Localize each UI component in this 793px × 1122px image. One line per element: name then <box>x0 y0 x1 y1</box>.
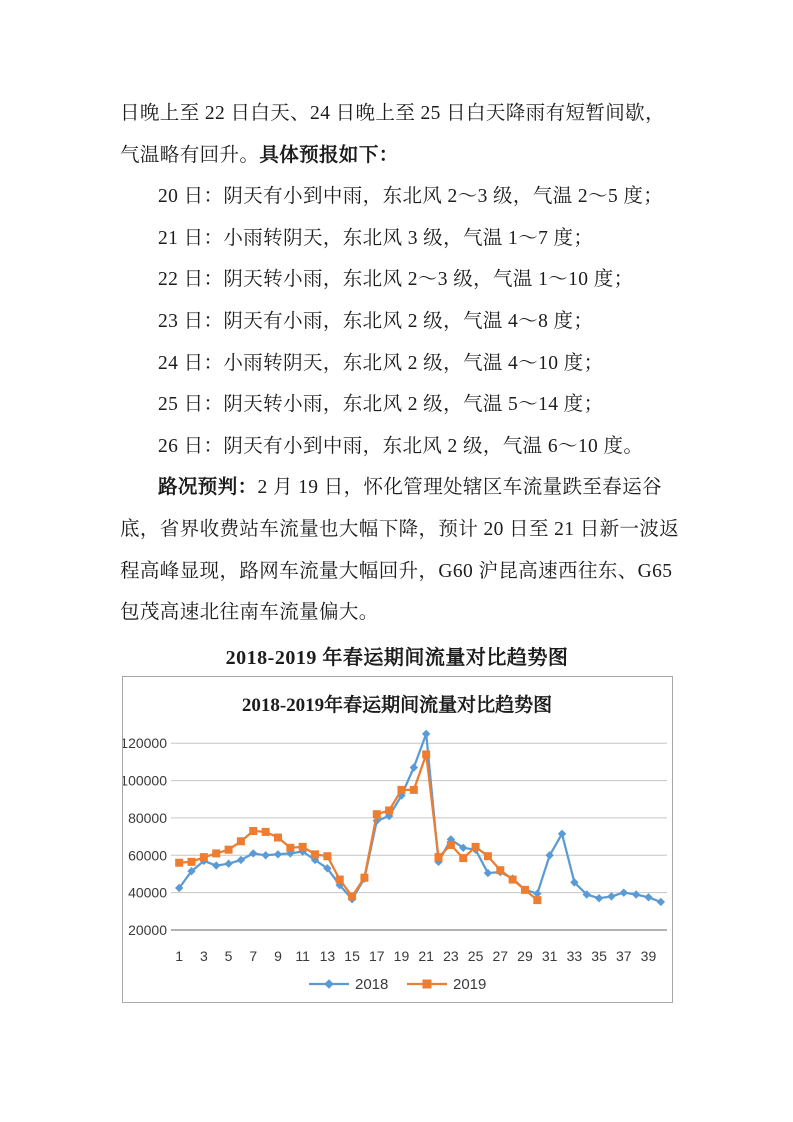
road-forecast-line <box>120 467 674 509</box>
data-point-marker <box>484 869 492 877</box>
legend-label: 2019 <box>453 976 487 993</box>
forecast-line: 21 日：小雨转阴天，东北风 3 级，气温 1～7 度； <box>158 227 594 249</box>
forecast-line: 24 日：小雨转阴天，东北风 2 级，气温 4～10 度； <box>158 352 604 374</box>
data-point-marker <box>385 806 393 814</box>
y-axis-tick-label: 100000 <box>123 772 167 789</box>
forecast-line: 26 日：阴天有小到中雨，东北风 2 级，气温 6～10 度。 <box>158 435 644 457</box>
data-point-marker <box>632 890 640 898</box>
series-2019 <box>175 750 541 904</box>
data-point-marker <box>225 846 233 854</box>
body-text: 气温略有回升。 <box>120 144 260 166</box>
data-point-marker <box>224 859 232 867</box>
road-forecast-line: 程高峰显现，路网车流量大幅回升，G60 沪昆高速西往东、G65 <box>120 560 673 582</box>
data-point-marker <box>435 853 443 861</box>
data-point-marker <box>348 892 356 900</box>
chart-legend <box>309 976 486 993</box>
data-point-marker <box>261 851 269 859</box>
data-point-marker <box>533 896 541 904</box>
data-point-marker <box>472 843 480 851</box>
data-point-marker <box>274 850 282 858</box>
traffic-trend-chart <box>123 677 672 1002</box>
forecast-line: 25 日：阴天转小雨，东北风 2 级，气温 5～14 度； <box>158 394 604 416</box>
data-point-marker <box>459 854 467 862</box>
data-point-marker <box>607 892 615 900</box>
forecast-line: 20 日：阴天有小到中雨，东北风 2～3 级，气温 2～5 度； <box>158 186 664 208</box>
y-axis-tick-label: 120000 <box>123 735 167 752</box>
x-axis-tick-label: 21 <box>418 948 434 964</box>
data-point-marker <box>410 763 418 771</box>
data-point-marker <box>496 866 504 874</box>
data-point-marker <box>397 786 405 794</box>
data-point-marker <box>644 893 652 901</box>
data-point-marker <box>620 888 628 896</box>
data-point-marker <box>249 827 257 835</box>
x-axis-tick-label: 23 <box>443 948 459 964</box>
data-point-marker <box>274 834 282 842</box>
data-point-marker <box>299 843 307 851</box>
x-axis-tick-label: 37 <box>615 948 632 964</box>
data-point-marker <box>311 850 319 858</box>
data-point-marker <box>509 876 517 884</box>
y-axis-labels <box>123 735 167 938</box>
forecast-line: 23 日：阴天有小雨，东北风 2 级，气温 4～8 度； <box>158 310 594 332</box>
x-axis-tick-label: 5 <box>224 948 233 964</box>
x-axis-tick-label: 7 <box>249 948 258 964</box>
x-axis-tick-label: 31 <box>541 948 558 964</box>
x-axis-tick-label: 35 <box>591 948 607 964</box>
series-line-2019 <box>179 754 537 900</box>
forecast-line: 22 日：阴天转小雨，东北风 2～3 级，气温 1～10 度； <box>158 269 634 291</box>
y-axis-tick-label: 60000 <box>128 847 167 864</box>
x-axis-tick-label: 3 <box>199 948 208 964</box>
body-text: 2 月 19 日，怀化管理处辖区车流量跌至春运谷 <box>257 477 662 499</box>
data-point-marker <box>286 844 294 852</box>
data-point-marker <box>323 852 331 860</box>
data-point-marker <box>237 856 245 864</box>
body-line <box>120 135 674 177</box>
x-axis-tick-label: 39 <box>640 948 657 964</box>
x-axis-tick-label: 27 <box>492 948 509 964</box>
road-forecast-line: 包茂高速北往南车流量偏大。 <box>120 602 379 624</box>
body-text: 日晚上至 22 日白天、24 日晚上至 25 日白天降雨有短暂间歇， <box>120 103 665 124</box>
legend-label: 2018 <box>355 976 389 993</box>
x-axis-labels <box>175 948 656 964</box>
chart-heading: 2018-2019 年春运期间流量对比趋势图 <box>225 646 569 669</box>
data-point-marker <box>423 980 432 989</box>
x-axis-tick-label: 13 <box>319 948 336 964</box>
x-axis-tick-label: 25 <box>467 948 484 964</box>
document-text <box>120 93 680 679</box>
bold-lead-text: 具体预报如下： <box>259 144 399 166</box>
data-point-marker <box>262 828 270 836</box>
data-point-marker <box>484 852 492 860</box>
y-axis-tick-label: 20000 <box>128 922 167 938</box>
y-axis-tick-label: 80000 <box>128 809 167 826</box>
road-forecast-line: 底，省界收费站车流量也大幅下降，预计 20 日至 21 日新一波返 <box>120 518 680 540</box>
x-axis-tick-label: 11 <box>295 948 310 964</box>
data-point-marker <box>360 874 368 882</box>
data-point-marker <box>657 898 665 906</box>
data-point-marker <box>249 849 257 857</box>
data-point-marker <box>175 859 183 867</box>
x-axis-tick-label: 17 <box>368 948 385 964</box>
x-axis-tick-label: 9 <box>274 948 282 964</box>
x-axis-tick-label: 19 <box>393 948 410 964</box>
data-point-marker <box>200 853 208 861</box>
data-point-marker <box>237 837 245 845</box>
data-point-marker <box>373 810 381 818</box>
chart-frame <box>122 676 673 1003</box>
chart-title: 2018-2019年春运期间流量对比趋势图 <box>241 695 553 716</box>
data-point-marker <box>410 786 418 794</box>
x-axis-tick-label: 1 <box>175 948 184 964</box>
bold-lead-text: 路况预判： <box>158 477 258 499</box>
x-axis-tick-label: 15 <box>344 948 360 964</box>
data-point-marker <box>595 894 603 902</box>
x-axis-tick-label: 29 <box>517 948 533 964</box>
data-point-marker <box>212 861 220 869</box>
data-point-marker <box>447 841 455 849</box>
data-point-marker <box>336 876 344 884</box>
data-point-marker <box>188 858 196 866</box>
body-line <box>120 93 674 135</box>
y-axis-tick-label: 40000 <box>128 884 167 901</box>
data-point-marker <box>422 730 430 738</box>
data-point-marker <box>422 750 430 758</box>
data-point-marker <box>324 979 334 989</box>
x-axis-tick-label: 33 <box>566 948 583 964</box>
data-point-marker <box>521 886 529 894</box>
data-point-marker <box>212 849 220 857</box>
